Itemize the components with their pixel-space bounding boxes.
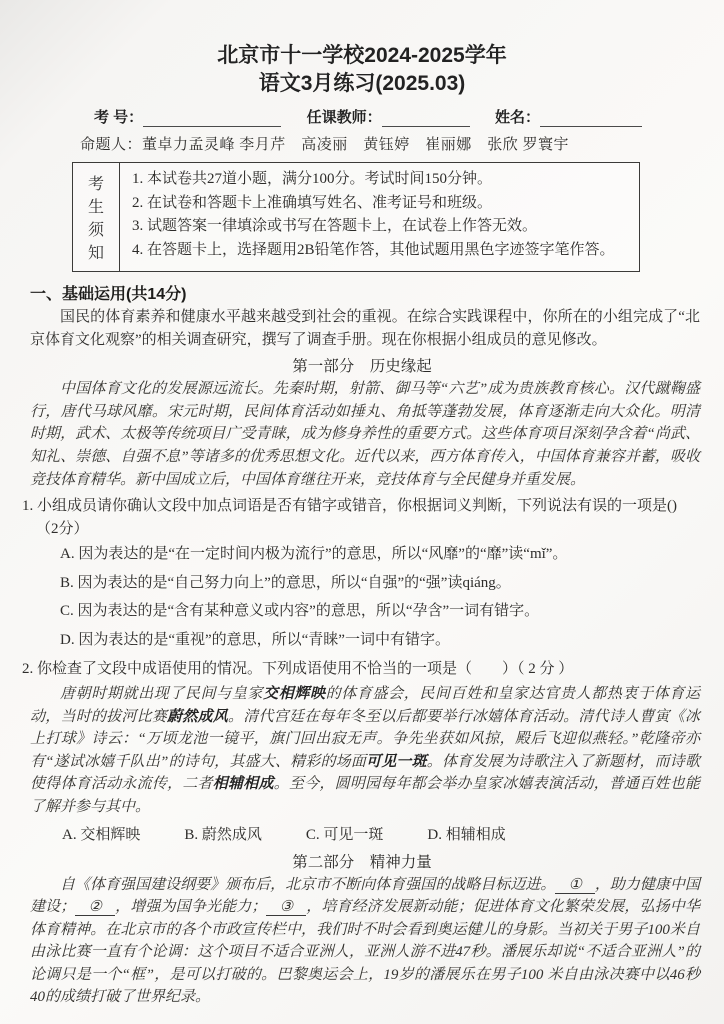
name-label: 姓名： — [494, 109, 540, 126]
notice-side-char: 知 — [87, 245, 104, 262]
part-2-passage — [30, 874, 702, 1010]
notice-side-char: 考 — [87, 176, 104, 193]
section-1-intro: 国民的体育素养和健康水平越来越受到社会的重视。在综合实践课程中，你所在的小组完成了“北京体育文化观察”的相关调查研究，撰写了调查手册。现在你根据小组成员的意见修改。 — [30, 309, 700, 348]
question-2-option-b: B. 蔚然成风 — [184, 826, 262, 843]
student-fields-row — [94, 106, 642, 127]
numbered-blank-1: ① — [555, 877, 594, 894]
question-1-options — [60, 540, 702, 654]
question-1-option-d: D. 因为表达的是“重视”的意思，所以“青睐”一词中有错字。 — [60, 631, 450, 648]
notice-items — [120, 163, 639, 271]
question-setters-row — [80, 133, 702, 154]
notice-side-label — [73, 163, 120, 271]
name-field — [495, 106, 642, 127]
setters-names: 董卓力孟灵峰 李月芹 高凌丽 黄钰婷 崔丽娜 张欣 罗寰宇 — [142, 137, 570, 153]
name-blank — [540, 110, 642, 127]
numbered-blank-2: ② — [75, 899, 115, 916]
section-1-heading: 一、基础运用(共14分) — [30, 286, 187, 303]
exam-title-line1: 北京市十一学校2024-2025学年 — [217, 44, 507, 67]
question-2-option-a: A. 交相辉映 — [62, 826, 141, 843]
exam-number-field — [94, 106, 281, 127]
notice-side-char: 生 — [87, 199, 104, 216]
exam-number-blank — [143, 110, 281, 127]
exam-number-label: 考 号： — [94, 109, 144, 126]
idiom-weiranchengfeng: 蔚然成风 — [167, 708, 229, 725]
passage-text: ，培育经济发展新动能；促进体育文化繁荣发展，弘扬中华体育精神。在北京市的各个市政宣传栏中，我们时不时会看到奥运健儿的身影。当初关于男子100米自由泳比赛一直有个论调：这个项目不适合亚洲人，亚洲人游不进47秒。潘展乐却说“不适合亚洲人”的论调只是一个“框”，是可以打破的。巴黎奥运会上，19岁的潘展乐在男子100 米自由泳决赛中以46秒40的成绩打破了世界纪录。 — [30, 899, 700, 1006]
notice-side-char: 须 — [87, 222, 104, 239]
question-1-option-a: A. 因为表达的是“在一定时间内极为流行”的意思，所以“风靡”的“靡”读“mǐ”。 — [60, 546, 568, 563]
question-1-stem: 1. 小组成员请你确认文段中加点词语是否有错字或错音，你根据词义判断，下列说法有误的一项是() — [22, 498, 677, 515]
question-1-score: （2分） — [36, 520, 89, 537]
question-1-option-c: C. 因为表达的是“含有某种意义或内容”的意思，所以“孕含”一词有错字。 — [60, 603, 540, 620]
passage-text: 。体育发展为诗歌注入了新题材，而诗歌使得体育活动永流传，二者 — [30, 753, 700, 793]
question-2-option-c: C. 可见一斑 — [305, 826, 384, 843]
candidate-notice-box — [72, 162, 640, 272]
passage-text: ，助力健康中国建设； — [30, 876, 700, 916]
part-1-heading: 第一部分 历史缘起 — [292, 358, 432, 376]
question-2-stem: 2. 你检查了文段中成语使用的情况。下列成语使用不恰当的一项是（ ）（ 2 分 ） — [22, 661, 574, 678]
question-2-passage — [30, 683, 702, 819]
idiom-kejianyiban: 可见一斑 — [366, 753, 427, 770]
passage-text: 。至今，圆明园每年都会举办皇家冰嬉表演活动，普通百姓也能了解并参与其中。 — [30, 776, 700, 815]
passage-text: 。清代宫廷在每年冬至以后都要举行冰嬉体育活动。清代诗人曹寅《冰上打球》诗云：“万顷龙池一镜平，旗门回出寂无声。争先坐获如风掠，殿后飞迎似燕轻。”乾隆帝亦有“遂试冰嬉千队出”的诗句，其盛大、精彩的场面 — [30, 708, 700, 770]
idiom-xiangfuxiangcheng: 相辅相成 — [212, 776, 274, 793]
part-1-passage: 中国体育文化的发展源远流长。先秦时期，射箭、御马等“六艺”成为贵族教育核心。汉代蹴鞠盛行，唐代马球风靡。宋元时期，民间体育活动如捶丸、角抵等蓬勃发展，体育逐渐走向大众化。明清时期，武术、太极等传统项目广受青睐，成为修身养性的重要方式。这些体育项目深刻孕含着“尚武、知礼、崇德、自强不息”等诸多的优秀思想文化。近代以来，西方体育传入，中国体育兼容并蓄，吸收竞技体育精华。新中国成立后，中国体育继往开来，竞技体育与全民健身并重发展。 — [30, 381, 700, 488]
notice-item: 3. 试题答案一律填涂或书写在答题卡上，在试卷上作答无效。 — [132, 218, 538, 234]
question-2-option-d: D. 相辅相成 — [427, 826, 506, 843]
passage-text: 唐朝时期就出现了民间与皇家 — [60, 685, 264, 702]
passage-text: ，增强为国争光能力； — [115, 899, 267, 916]
exam-title-line2: 语文3月练习(2025.03) — [258, 72, 466, 95]
teacher-field — [307, 106, 470, 127]
question-1-option-b: B. 因为表达的是“自己努力向上”的意思，所以“自强”的“强”读qiáng。 — [60, 574, 511, 591]
numbered-blank-3: ③ — [266, 899, 306, 916]
notice-item: 1. 本试卷共27道小题，满分100分。考试时间150分钟。 — [132, 171, 493, 187]
teacher-label: 任课教师： — [306, 109, 382, 126]
question-2-options — [62, 823, 702, 847]
part-2-heading: 第二部分 精神力量 — [292, 853, 432, 871]
idiom-jiaoxianghuiying: 交相辉映 — [263, 685, 326, 702]
setters-label: 命题人： — [80, 137, 143, 153]
passage-text: 的体育盛会，民间百姓和皇家达官贵人都热衷于体育运动，当时的拔河比赛 — [30, 685, 700, 725]
teacher-blank — [382, 110, 470, 127]
notice-item: 2. 在试卷和答题卡上准确填写姓名、准考证号和班级。 — [132, 194, 493, 211]
passage-text: 自《体育强国建设纲要》颁布后，北京市不断向体育强国的战略目标迈进。 — [60, 876, 556, 893]
notice-item: 4. 在答题卡上，选择题用2B铅笔作答，其他试题用黑色字迹签字笔作答。 — [132, 241, 615, 258]
